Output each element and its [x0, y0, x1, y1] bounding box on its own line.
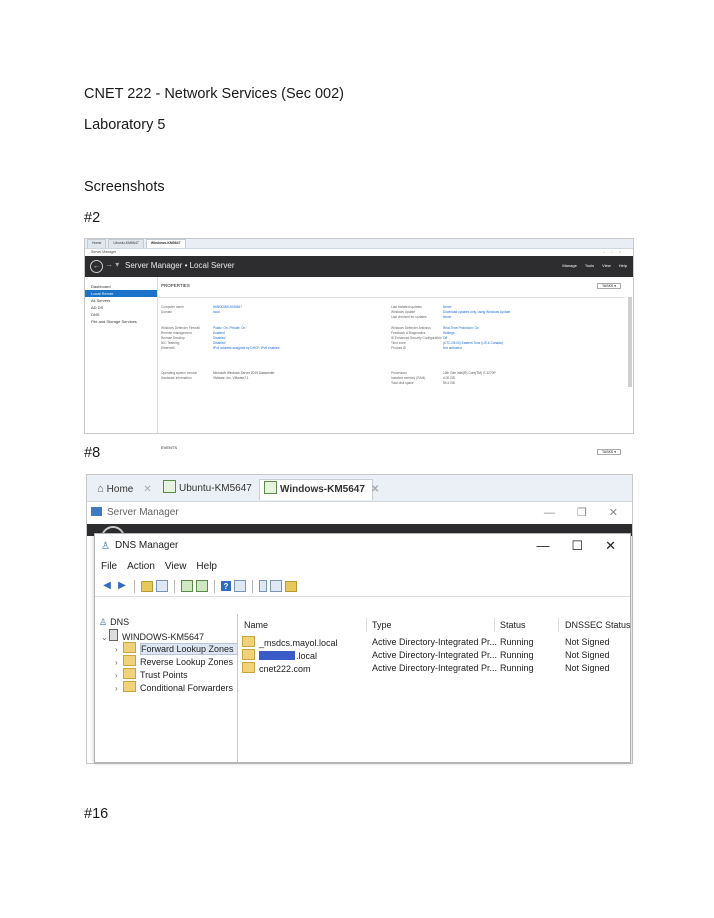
help-menu[interactable]: Help: [618, 263, 627, 268]
column-divider[interactable]: [558, 618, 559, 632]
prop-key: Feedback & Diagnostics: [391, 331, 426, 335]
dns-window-title: DNS Manager: [115, 540, 179, 551]
prop-key: Windows Defender Antivirus: [391, 326, 431, 330]
close-icon[interactable]: ✕: [605, 538, 616, 553]
prop-value[interactable]: WINDOWS-KM5647: [213, 305, 243, 309]
prop-key: Remote management: [161, 331, 192, 335]
tree-node-label: Conditional Forwarders: [140, 683, 234, 693]
server-manager-titlebar: [87, 502, 632, 524]
forward-arrow-icon[interactable]: → ▾: [105, 260, 120, 269]
menu-action[interactable]: Action: [127, 561, 155, 572]
menu-view[interactable]: View: [164, 561, 187, 572]
server-icon[interactable]: [259, 580, 267, 592]
redacted-text: [259, 651, 295, 660]
prop-value[interactable]: IPv4 address assigned by DHCP, IPv6 enabled: [213, 346, 280, 350]
tree-node-dns[interactable]: [99, 616, 129, 629]
prop-row: [161, 346, 279, 350]
prop-key: NIC Teaming: [161, 341, 180, 345]
prop-row: [391, 341, 503, 345]
zone-type: Active Directory-Integrated Pr...: [372, 637, 498, 647]
prop-value[interactable]: Public: On, Private: On: [213, 326, 246, 330]
zone-type: Active Directory-Integrated Pr...: [372, 650, 498, 660]
window-controls: [536, 534, 616, 558]
manage-menu[interactable]: Manage: [562, 263, 577, 268]
breadcrumb: Server Manager • Local Server: [125, 261, 235, 270]
minimize-icon[interactable]: —: [543, 507, 555, 519]
back-arrow-icon[interactable]: ←: [90, 260, 103, 273]
sidebar-item-ad-ds[interactable]: AD DS: [91, 305, 104, 310]
dns-icon: ♙: [99, 617, 108, 627]
sidebar-item-local-server[interactable]: Local Server: [85, 290, 157, 297]
tasks-label: TASKS: [602, 450, 614, 454]
prop-key: Time zone: [391, 341, 406, 345]
zone-dnssec: Not Signed: [565, 663, 610, 673]
zone-name: [242, 662, 311, 675]
window-controls: [544, 502, 618, 524]
screenshot-label-8: #8: [84, 445, 101, 461]
prop-value[interactable]: Never: [443, 315, 452, 319]
tree-node-label: Trust Points: [140, 670, 188, 680]
sidebar: [85, 277, 158, 433]
column-header-status[interactable]: Status: [500, 620, 526, 630]
tab-label: Windows-KM5647: [280, 484, 365, 495]
toolbar-separator: [174, 580, 175, 593]
properties-icon[interactable]: [234, 580, 246, 592]
tools-menu[interactable]: Tools: [584, 263, 595, 268]
zone-status: Running: [500, 637, 534, 647]
tasks-label: TASKS: [602, 284, 614, 288]
vm-tab-home[interactable]: [93, 479, 159, 499]
export-list-icon[interactable]: [196, 580, 208, 592]
server-manager-header: [85, 256, 633, 277]
prop-row: [161, 376, 249, 380]
zone-dnssec: Not Signed: [565, 637, 610, 647]
tab-label: Home: [106, 484, 134, 495]
prop-row: [391, 326, 479, 330]
prop-key: Computer name: [161, 305, 184, 309]
vm-tab-home[interactable]: Home: [87, 239, 106, 248]
properties-heading: PROPERTIES: [161, 283, 190, 288]
prop-key: Operating system version: [161, 371, 198, 375]
menu-bar: [95, 558, 630, 576]
chevron-down-icon[interactable]: ⌄: [101, 633, 108, 642]
prop-row: [391, 310, 510, 314]
new-zone-icon[interactable]: [285, 581, 297, 592]
vm-tab-windows[interactable]: [259, 479, 380, 500]
prop-row: [391, 371, 496, 375]
zone-name: [242, 636, 338, 649]
prop-value[interactable]: Enabled: [213, 331, 225, 335]
toolbar-separator: [214, 580, 215, 593]
zone-name-text: _msdcs.mayol.local: [259, 638, 338, 648]
server-manager-screenshot: [84, 238, 634, 454]
zone-dnssec: Not Signed: [565, 650, 610, 660]
prop-key: Installed memory (RAM): [391, 376, 426, 380]
prop-key: Hardware information: [161, 376, 192, 380]
minimize-icon[interactable]: —: [536, 538, 550, 553]
up-folder-icon[interactable]: [141, 581, 153, 592]
menu-file[interactable]: File: [101, 561, 118, 572]
sidebar-item-file-storage[interactable]: File and Storage Services: [91, 319, 137, 324]
section-heading: Screenshots: [84, 179, 165, 195]
chevron-right-icon[interactable]: ›: [115, 658, 118, 667]
restore-icon[interactable]: ❐: [576, 507, 587, 519]
prop-row: [391, 331, 455, 335]
prop-row: [391, 381, 455, 385]
toolbar-separator: [252, 580, 253, 593]
chevron-right-icon[interactable]: ›: [115, 684, 118, 693]
zone-name: [242, 649, 317, 662]
lab-title: Laboratory 5: [84, 117, 166, 133]
prop-value: 12th Gen Intel(R) Core(TM) i7-1270P: [443, 371, 496, 375]
prop-value[interactable]: Not activated: [443, 346, 462, 350]
prop-value: VMware, Inc. VMware7,1: [213, 376, 249, 380]
prop-value[interactable]: (UTC-05:00) Eastern Time (US & Canada): [443, 341, 503, 345]
close-icon[interactable]: ✕: [370, 484, 380, 495]
help-icon[interactable]: ?: [221, 581, 231, 591]
menu-help[interactable]: Help: [196, 561, 217, 572]
tab-label: Ubuntu-KM5647: [179, 483, 252, 494]
prop-row: [391, 336, 447, 340]
prop-value[interactable]: local: [213, 310, 220, 314]
prop-row: [161, 326, 245, 330]
prop-value[interactable]: Settings: [443, 331, 455, 335]
prop-row: [391, 305, 452, 309]
prop-row: [161, 371, 274, 375]
column-header-name[interactable]: Name: [244, 620, 269, 630]
sidebar-item-dns[interactable]: DNS: [91, 312, 100, 317]
dns-manager-screenshot: [86, 474, 633, 764]
vm-tab-bar: [85, 239, 633, 249]
prop-value[interactable]: Disabled: [213, 336, 226, 340]
properties-area: [159, 277, 633, 454]
refresh-icon[interactable]: [181, 580, 193, 592]
server-manager-titlebar: [85, 249, 633, 256]
tasks-dropdown[interactable]: TASKS ▾: [597, 283, 621, 289]
prop-key: IE Enhanced Security Configuration: [391, 336, 442, 340]
toolbar-separator: [134, 580, 135, 593]
server-manager-title: Server Manager: [107, 507, 179, 518]
prop-value[interactable]: Never: [443, 305, 452, 309]
view-menu[interactable]: View: [602, 263, 611, 268]
list-view-icon[interactable]: [270, 580, 282, 592]
zone-status: Running: [500, 650, 534, 660]
prop-row: [391, 346, 462, 350]
prop-row: [161, 341, 225, 345]
column-header-type[interactable]: Type: [372, 620, 392, 630]
properties-scrollbar[interactable]: [628, 297, 632, 387]
dns-icon: ♙: [101, 541, 110, 552]
dns-manager-titlebar: [95, 534, 630, 558]
prop-value: 59.4 GB: [443, 381, 455, 385]
zones-list: [238, 614, 630, 762]
console-tree: [95, 614, 238, 762]
properties-panel: [159, 297, 625, 440]
window-controls[interactable]: –□×: [602, 250, 627, 254]
prop-key: Last checked for updates: [391, 315, 427, 319]
tree-node-label: DNS: [110, 617, 130, 627]
show-hide-tree-icon[interactable]: [156, 580, 168, 592]
prop-row: [391, 315, 452, 319]
tree-node-conditional-forwarders[interactable]: [115, 681, 233, 694]
prop-key: Domain: [161, 310, 172, 314]
prop-value[interactable]: Download updates only, using Windows Update: [443, 310, 511, 314]
tree-node-reverse-lookup-zones[interactable]: [115, 655, 233, 668]
events-tasks-dropdown[interactable]: TASKS ▾: [597, 449, 621, 455]
vm-icon: [264, 481, 277, 494]
toolbar: [95, 576, 630, 597]
zone-icon: [242, 649, 255, 660]
forward-arrow-icon[interactable]: ▶: [118, 580, 126, 591]
window-title: Server Manager: [91, 250, 117, 254]
tree-node-label: WINDOWS-KM5647: [122, 632, 205, 642]
zone-status: Running: [500, 663, 534, 673]
screenshot-label-2: #2: [84, 210, 101, 226]
zone-icon: [242, 662, 255, 673]
server-icon: [109, 629, 118, 641]
prop-key: Remote Desktop: [161, 336, 185, 340]
zone-icon: [242, 636, 255, 647]
prop-row: [161, 331, 225, 335]
prop-row: [161, 336, 225, 340]
prop-row: [391, 376, 455, 380]
prop-value[interactable]: Off: [443, 336, 448, 340]
prop-value: 4.00 GB: [443, 376, 455, 380]
prop-key: Windows Update: [391, 310, 416, 314]
zone-name-text: cnet222.com: [259, 664, 311, 674]
tree-node-label: Forward Lookup Zones: [140, 643, 238, 655]
folder-icon: [123, 655, 136, 666]
sidebar-item-all-servers[interactable]: All Servers: [91, 298, 111, 303]
prop-value[interactable]: Disabled: [213, 341, 226, 345]
prop-key: Ethernet0: [161, 346, 175, 350]
prop-row: [161, 310, 220, 314]
chevron-right-icon[interactable]: ›: [115, 671, 118, 680]
folder-icon: [123, 681, 136, 692]
column-header-dnssec-status[interactable]: DNSSEC Status: [565, 620, 631, 630]
prop-key: Processors: [391, 371, 407, 375]
prop-value[interactable]: Real-Time Protection: On: [443, 326, 479, 330]
chevron-right-icon[interactable]: ›: [115, 645, 118, 654]
sidebar-item-dashboard[interactable]: Dashboard: [91, 284, 111, 289]
tree-node-label: Reverse Lookup Zones: [140, 657, 234, 667]
header-menus: [562, 263, 627, 268]
dns-manager-window: [94, 533, 631, 763]
zone-name-text: .local: [296, 651, 318, 661]
prop-key: Total disk space: [391, 381, 414, 385]
tree-node-forward-lookup-zones[interactable]: [115, 642, 238, 655]
column-divider[interactable]: [366, 618, 367, 632]
vm-tab-ubuntu[interactable]: Ubuntu-KM5647: [108, 239, 144, 248]
tree-node-trust-points[interactable]: [115, 668, 188, 681]
vm-icon: [163, 480, 176, 493]
prop-row: [161, 305, 242, 309]
vm-tab-windows[interactable]: Windows-KM5647: [146, 239, 186, 248]
screenshot-label-16: #16: [84, 806, 109, 822]
folder-icon: [123, 668, 136, 679]
tree-node-server[interactable]: [101, 629, 204, 642]
folder-icon: [123, 642, 136, 653]
zone-type: Active Directory-Integrated Pr...: [372, 663, 498, 673]
prop-key: Windows Defender Firewall: [161, 326, 200, 330]
vm-tab-bar: [87, 475, 632, 502]
prop-key: Last installed updates: [391, 305, 422, 309]
events-heading: EVENTS: [161, 445, 178, 450]
close-icon[interactable]: ✕: [608, 507, 618, 519]
prop-value: Microsoft Windows Server 2019 Datacenter: [213, 371, 275, 375]
maximize-icon[interactable]: ☐: [571, 538, 584, 553]
course-title: CNET 222 - Network Services (Sec 002): [84, 86, 345, 102]
home-icon: ⌂: [97, 483, 104, 495]
close-icon[interactable]: ✕: [143, 484, 152, 495]
server-manager-icon: [91, 507, 102, 516]
prop-key: Product ID: [391, 346, 407, 350]
column-divider[interactable]: [494, 618, 495, 632]
back-arrow-icon[interactable]: ◀: [103, 580, 111, 591]
